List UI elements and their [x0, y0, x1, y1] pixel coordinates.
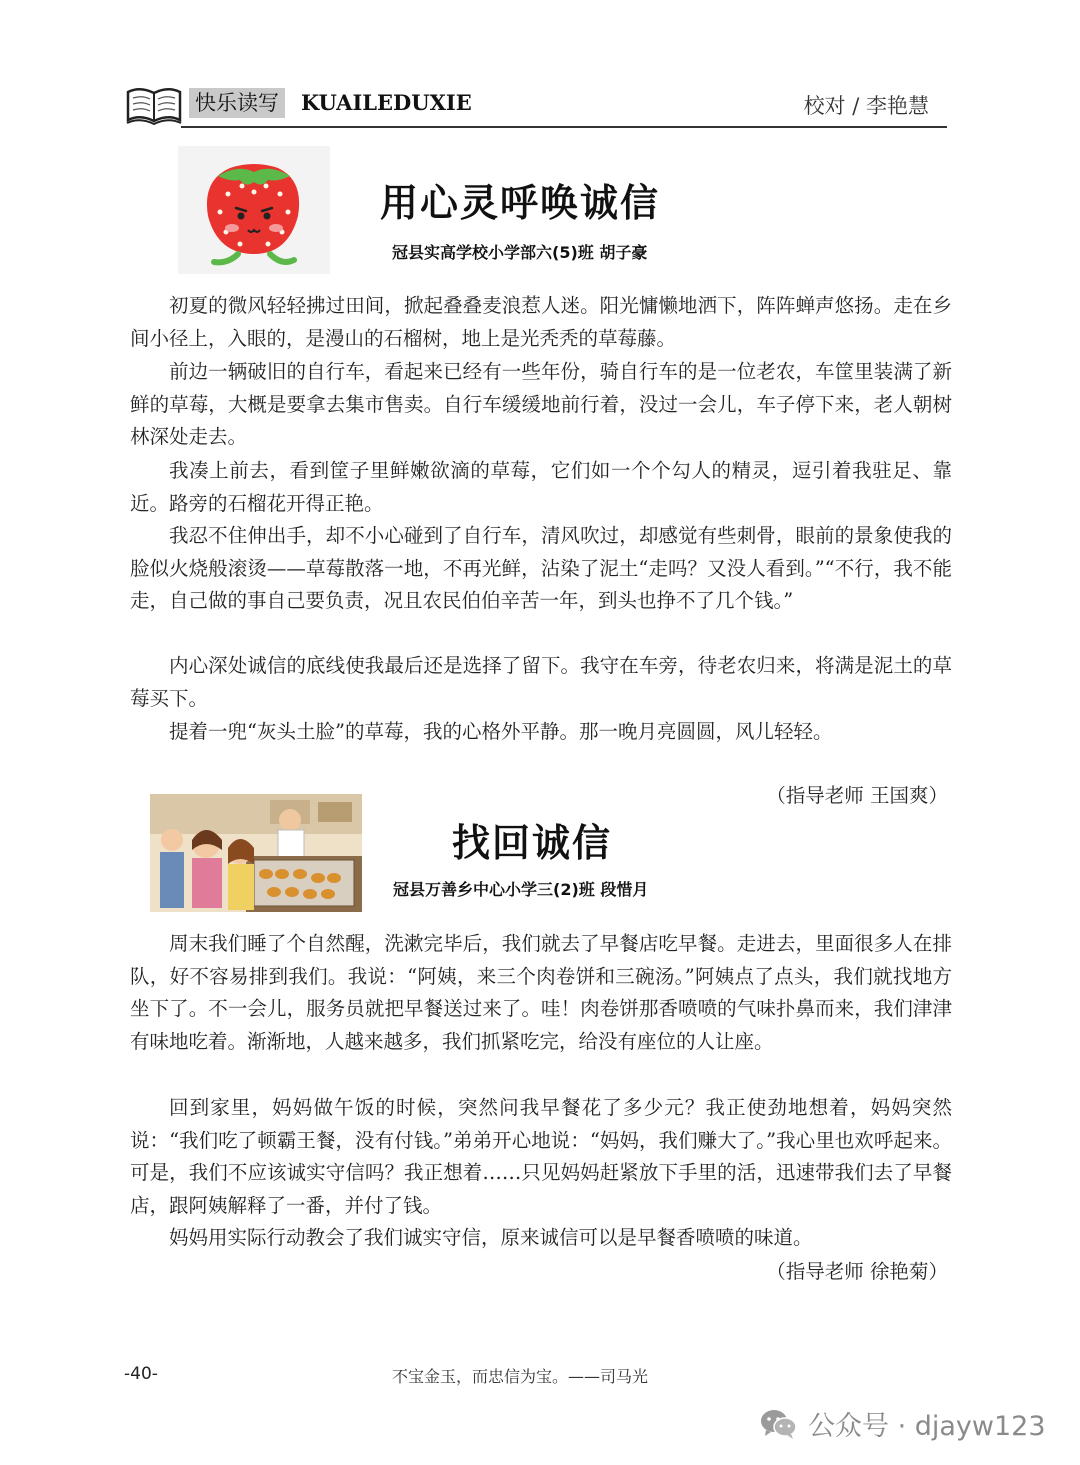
- breakfast-shop-illustration: [150, 794, 362, 912]
- article1-teacher: （指导老师 王国爽）: [766, 784, 948, 807]
- brand-chinese: 快乐读写: [189, 88, 285, 118]
- open-book-icon: [125, 84, 183, 126]
- article2-paragraph: 妈妈用实际行动教会了我们诚实守信，原来诚信可以是早餐香喷喷的味道。: [169, 1226, 813, 1249]
- article1-paragraph: 提着一兜“灰头土脸”的草莓，我的心格外平静。那一晚月亮圆圆，风儿轻轻。: [169, 720, 833, 743]
- article1-title: 用心灵呼唤诚信: [380, 181, 661, 225]
- article2-teacher: （指导老师 徐艳菊）: [766, 1260, 948, 1283]
- article1-paragraph: 我凑上前去，看到筐子里鲜嫩欲滴的草莓，它们如一个个勾人的精灵，逗引着我驻足、靠近。路旁的石榴花开得正艳。: [130, 459, 952, 515]
- page-number: -40-: [124, 1364, 158, 1384]
- article1-paragraph: 内心深处诚信的底线使我最后还是选择了留下。我守在车旁，待老农归来，将满是泥土的草莓买下。: [130, 654, 952, 710]
- wechat-icon: [760, 1408, 798, 1440]
- article1-paragraph: 我忍不住伸出手，却不小心碰到了自行车，清风吹过，却感觉有些刺骨，眼前的景象使我的脸似火烧般滚烫——草莓散落一地，不再光鲜，沾染了泥土“走吗？又没人看到。”“不行，我不能走，自己做的事自己要负责，况且农民伯伯辛苦一年，到头也挣不了几个钱。”: [130, 524, 952, 613]
- article1-paragraph: 前边一辆破旧的自行车，看起来已经有一些年份，骑自行车的是一位老农，车筐里装满了新鲜的草莓，大概是要拿去集市售卖。自行车缓缓地前行着，没过一会儿，车子停下来，老人朝树林深处走去。: [130, 360, 952, 449]
- header-rule: [181, 126, 947, 128]
- page-header: [125, 80, 947, 130]
- article1-paragraph: 初夏的微风轻轻拂过田间，掀起叠叠麦浪惹人迷。阳光慵懒地洒下，阵阵蝉声悠扬。走在乡间小径上，入眼的，是漫山的石榴树，地上是光秃秃的草莓藤。: [130, 294, 952, 350]
- strawberry-illustration: [178, 146, 330, 274]
- proofreader-credit: 校对 / 李艳慧: [803, 94, 929, 118]
- watermark-text: 公众号 · djayw123: [808, 1411, 1046, 1442]
- watermark: [760, 1404, 1046, 1443]
- article2-paragraph: 周末我们睡了个自然醒，洗漱完毕后，我们就去了早餐店吃早餐。走进去，里面很多人在排队，好不容易排到我们。我说：“阿姨，来三个肉卷饼和三碗汤。”阿姨点了点头，我们就找地方坐下了。不一会儿，服务员就把早餐送过来了。哇！肉卷饼那香喷喷的气味扑鼻而来，我们津津有味地吃着。渐渐地，人越来越多，我们抓紧吃完，给没有座位的人让座。: [130, 932, 952, 1053]
- article2-paragraph: 回到家里，妈妈做午饭的时候，突然问我早餐花了多少元？我正使劲地想着，妈妈突然说：“我们吃了顿霸王餐，没有付钱。”弟弟开心地说：“妈妈，我们赚大了。”我心里也欢呼起来。可是，我们不应该诚实守信吗？我正想着……只见妈妈赶紧放下手里的活，迅速带我们去了早餐店，跟阿姨解释了一番，并付了钱。: [130, 1096, 952, 1217]
- article1-byline: 冠县实高学校小学部六(5)班 胡子豪: [392, 243, 648, 262]
- article2-title: 找回诚信: [452, 821, 613, 865]
- brand-english: KUAILEDUXIE: [301, 90, 472, 115]
- footer-quote: 不宝金玉，而忠信为宝。——司马光: [392, 1367, 649, 1386]
- article2-byline: 冠县万善乡中心小学三(2)班 段惜月: [393, 880, 649, 899]
